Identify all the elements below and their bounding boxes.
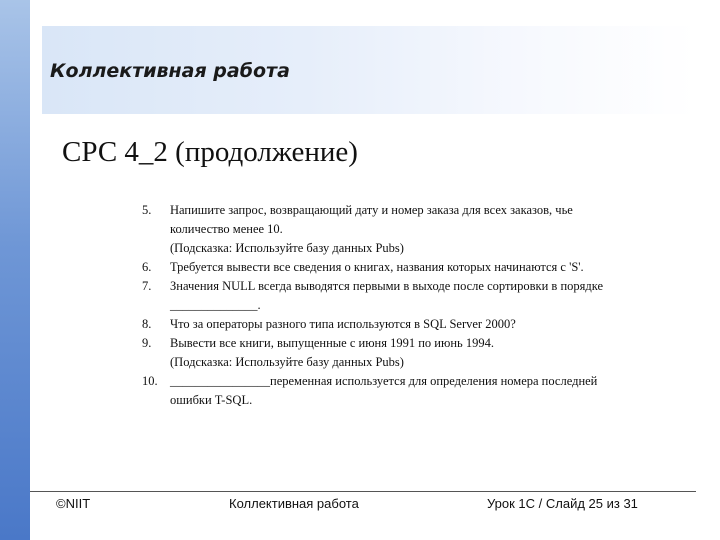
task-number: 5. [142, 203, 152, 217]
task-text [170, 277, 668, 315]
task-number: 10. [142, 374, 158, 388]
task-line: ________________переменная используется для определения номера последней [170, 374, 598, 388]
slide-title: СРС 4_2 (продолжение) [62, 136, 358, 168]
task-text [170, 201, 668, 239]
task-list [128, 201, 668, 410]
task-item [128, 315, 668, 334]
task-line: Вывести все книги, выпущенные с июня 1991 по июнь 1994. [170, 336, 494, 350]
task-number-spacer [128, 239, 170, 258]
task-item [128, 372, 668, 410]
task-number: 9. [142, 336, 152, 350]
task-line: ошибки T-SQL. [170, 393, 253, 407]
task-hint-row [128, 353, 668, 372]
task-line: количество менее 10. [170, 222, 283, 236]
task-item [128, 277, 668, 315]
task-item [128, 334, 668, 353]
task-item [128, 201, 668, 239]
task-line: Что за операторы разного типа используются в SQL Server 2000? [170, 317, 516, 331]
left-accent-bar [0, 0, 30, 540]
task-hint: (Подсказка: Используйте базу данных Pubs) [170, 241, 404, 255]
task-line: Значения NULL всегда выводятся первыми в выходе после сортировки в порядке [170, 279, 604, 293]
task-text [170, 258, 668, 277]
banner-title: Коллективная работа [50, 60, 290, 82]
task-number: 8. [142, 317, 152, 331]
task-line: Требуется вывести все сведения о книгах, названия которых начинаются с 'S'. [170, 260, 584, 274]
footer-slide-info: Урок 1C / Слайд 25 из 31 [487, 496, 638, 511]
task-number: 7. [142, 279, 152, 293]
task-text [170, 334, 668, 353]
task-line: ______________. [170, 298, 261, 312]
task-item [128, 258, 668, 277]
footer-copyright: ©NIIT [56, 496, 91, 511]
task-text [170, 372, 668, 410]
task-hint: (Подсказка: Используйте базу данных Pubs) [170, 355, 404, 369]
task-text [170, 315, 668, 334]
task-number: 6. [142, 260, 152, 274]
task-number-spacer [128, 353, 170, 372]
footer-center-text: Коллективная работа [229, 496, 359, 511]
task-line: Напишите запрос, возвращающий дату и номер заказа для всех заказов, чье [170, 203, 573, 217]
footer-divider [30, 491, 696, 492]
task-hint-row [128, 239, 668, 258]
